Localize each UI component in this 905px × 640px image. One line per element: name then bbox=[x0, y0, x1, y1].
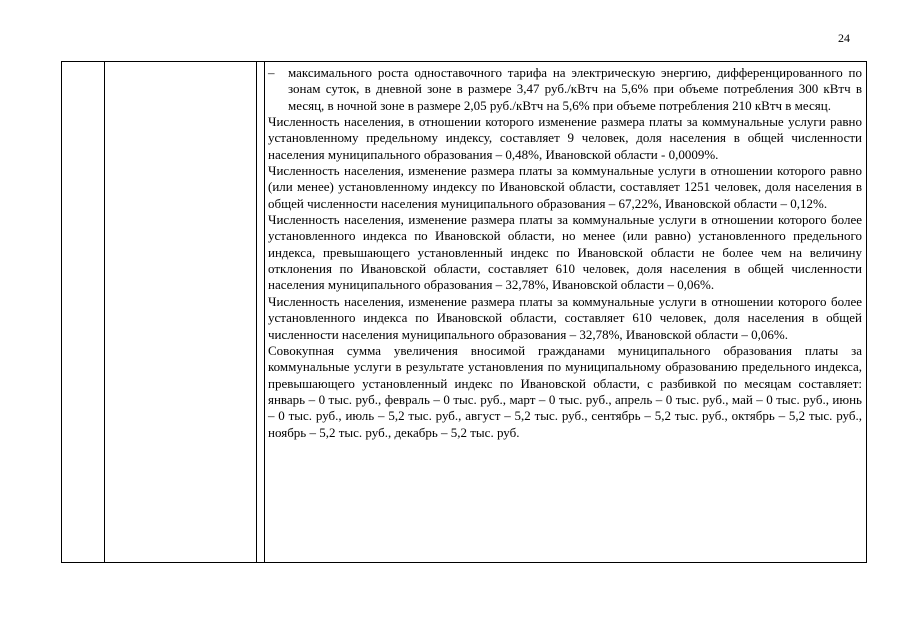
paragraph-population-equal-limit: Численность населения, в отношении которого изменение размера платы за коммунальные услуги равно установленному предельному индексу, составляет 9 человек, доля населения в общей численности населения муниципального образования – 0,48%, Ивановской области - 0,0009%. bbox=[268, 114, 862, 162]
paragraph-total-increase: Совокупная сумма увеличения вносимой гражданами муниципального образования платы за коммунальные услуги в результате установления по муниципальному образованию предельного индекса, превышающего установленный индекс по Ивановской области, с разбивкой по месяцам составляет: январь – 0 тыс. руб., февраль – 0 тыс. руб., март – 0 тыс. руб., апрель – 0 тыс. руб., май – 0 тыс. руб., июнь – 0 тыс. руб., июль – 5,2 тыс. руб., август – 5,2 тыс. руб., сентябрь – 5,2 тыс. руб., октябрь – 5,2 тыс. руб., ноябрь – 5,2 тыс. руб., декабрь – 5,2 тыс. руб. bbox=[268, 342, 862, 440]
bullet-text: максимального роста одноставочного тарифа на электрическую энергию, дифференцированного по зонам суток, в дневной зоне в размере 3,47 руб./кВтч на 5,6% при объеме потребления 300 кВтч в месяц, в ночной зоне в размере 2,05 руб./кВтч на 5,6% при объеме потребления 210 кВтч в месяц. bbox=[288, 65, 862, 113]
bullet-paragraph bbox=[268, 65, 862, 114]
table-cell-1 bbox=[62, 62, 105, 563]
paragraph-population-below-index: Численность населения, изменение размера платы за коммунальные услуги в отношении которого равно (или менее) установленному индексу по Ивановской области, составляет 1251 человек, доля населения в общей численности населения муниципального образования – 67,22%, Ивановской области – 0,12%. bbox=[268, 163, 862, 211]
page-number: 24 bbox=[838, 31, 850, 45]
table-cell-2 bbox=[105, 62, 257, 563]
paragraph-population-above-index: Численность населения, изменение размера платы за коммунальные услуги в отношении которого более установленного индекса по Ивановской области, составляет 610 человек, доля населения в общей численности населения муниципального образования – 32,78%, Ивановской области – 0,06%. bbox=[268, 293, 862, 342]
paragraph-population-within-deviation: Численность населения, изменение размера платы за коммунальные услуги в отношении которого более установленного индекса по Ивановской области, но менее (или равно) установленного предельного индекса, превышающего установленный индекс по Ивановской области не более чем на величину отклонения по Ивановской области, составляет 610 человек, доля населения в общей численности населения муниципального образования – 32,78%, Ивановской области – 0,06%. bbox=[268, 212, 862, 293]
document-table bbox=[61, 61, 867, 563]
bullet-dash: – bbox=[268, 65, 275, 80]
table-row bbox=[62, 62, 867, 563]
table-cell-3 bbox=[257, 62, 265, 563]
table-cell-text bbox=[265, 62, 867, 563]
